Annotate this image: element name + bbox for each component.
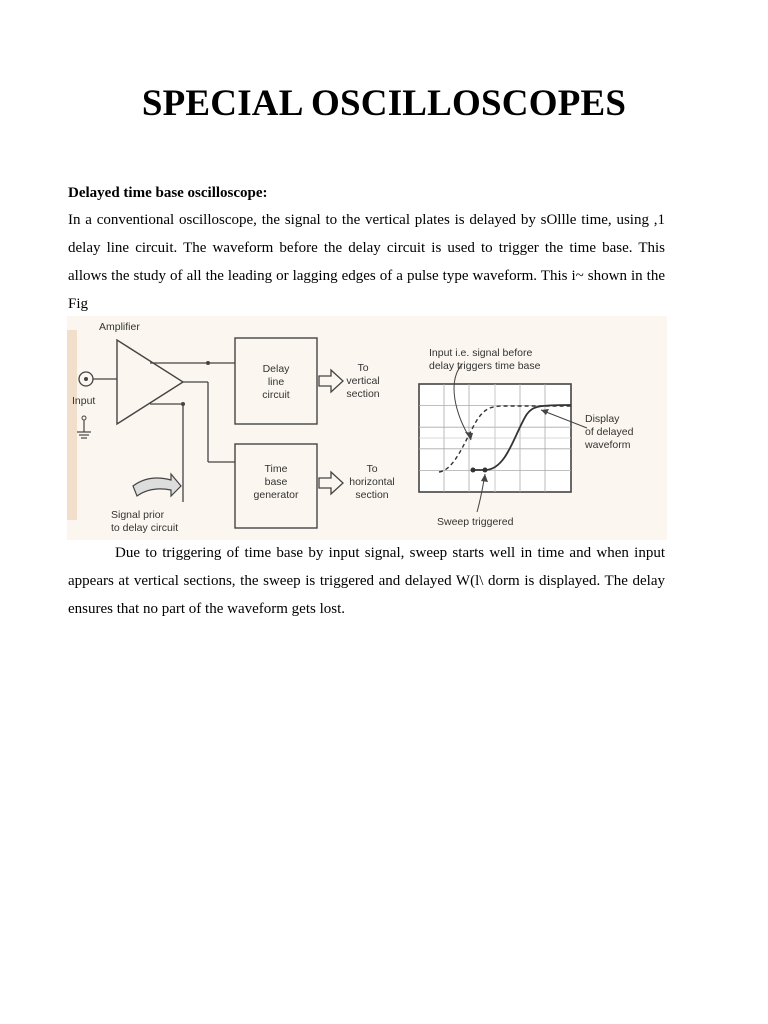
to-horizontal-line3: section (355, 489, 389, 501)
paragraph-explanation: Due to triggering of time base by input signal, sweep starts well in time and when input appears at vertical sections, the sweep is triggered and delayed W(l\ dorm is displayed. The delay ensures that no part of the waveform gets lost. (68, 545, 665, 617)
display-label-line3: waveform (585, 439, 631, 451)
to-horizontal-line1: To (366, 463, 378, 475)
page-title: SPECIAL OSCILLOSCOPES (141, 83, 627, 124)
display-label-line1: Display (585, 413, 620, 425)
signal-prior-line2: to delay circuit (111, 522, 179, 534)
amplifier-label: Amplifier (99, 321, 140, 333)
display-label-line2: of delayed (585, 426, 634, 438)
time-base-line3: generator (253, 489, 299, 501)
to-horizontal-line2: horizontal (349, 476, 395, 488)
delay-box-line2: line (267, 376, 285, 388)
to-vertical-line1: To (357, 362, 369, 374)
sweep-triggered-label: Sweep triggered (437, 516, 514, 528)
delay-box-line3: circuit (262, 389, 290, 401)
to-vertical-line2: vertical (346, 375, 380, 387)
input-signal-label-line1: Input i.e. signal before (429, 347, 533, 359)
input-label: Input (72, 395, 96, 407)
delay-box-line1: Delay (262, 363, 290, 375)
to-vertical-line3: section (346, 388, 380, 400)
input-signal-label-line2: delay triggers time base (429, 360, 541, 372)
section-heading: Delayed time base oscilloscope: (68, 185, 268, 201)
signal-prior-line1: Signal prior (111, 509, 165, 521)
delayed-time-base-figure (67, 316, 667, 540)
paragraph-intro: In a conventional oscilloscope, the signal to the vertical plates is delayed by sOllle time, using ,1 delay line circuit. The waveform before the delay circuit is used to trigger the time base. This allows the study of all the leading or lagging edges of a pulse type waveform. This i~ shown in the Fig (68, 212, 665, 312)
time-base-line2: base (264, 476, 288, 488)
time-base-line1: Time (264, 463, 288, 475)
block-diagram (67, 316, 667, 540)
